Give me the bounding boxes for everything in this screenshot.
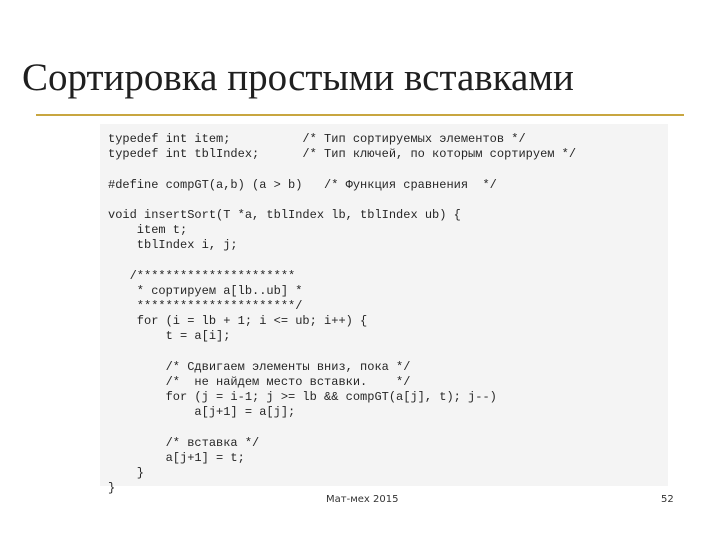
code-line: item t;	[108, 223, 188, 238]
code-line: * сортируем a[lb..ub] *	[108, 283, 303, 298]
footer-text: Мат-мех 2015	[326, 494, 399, 505]
code-line: t = a[i];	[108, 329, 231, 344]
code-line	[108, 254, 576, 269]
code-line: /* вставка */	[108, 435, 260, 450]
code-line: void insertSort(T *a, tblIndex lb, tblIndex ub) {	[108, 207, 461, 222]
code-line	[108, 193, 576, 208]
slide-title: Сортировка простыми вставками	[22, 56, 574, 99]
page-number: 52	[661, 494, 674, 505]
code-line: /**********************	[108, 268, 296, 283]
code-line: typedef int tblIndex; /* Тип ключей, по которым сортируем */	[108, 147, 577, 162]
code-line	[108, 162, 576, 177]
code-line: for (j = i-1; j >= lb && compGT(a[j], t); j--)	[108, 390, 497, 405]
code-line: tblIndex i, j;	[108, 238, 238, 253]
code-block	[108, 132, 576, 497]
code-line: /* не найдем место вставки. */	[108, 375, 411, 389]
code-line	[108, 421, 576, 436]
code-line: typedef int item; /* Тип сортируемых элементов */	[108, 132, 526, 146]
code-panel	[100, 124, 668, 496]
title-divider	[36, 114, 684, 116]
code-line: }	[108, 466, 145, 481]
code-line: for (i = lb + 1; i <= ub; i++) {	[108, 314, 368, 329]
code-line: a[j+1] = t;	[108, 450, 245, 465]
code-line: }	[108, 481, 116, 496]
code-line: #define compGT(a,b) (a > b) /* Функция сравнения */	[108, 177, 497, 192]
code-line: a[j+1] = a[j];	[108, 405, 296, 420]
code-line	[108, 345, 576, 360]
code-line: **********************/	[108, 299, 303, 314]
code-line: /* Сдвигаем элементы вниз, пока */	[108, 359, 411, 374]
